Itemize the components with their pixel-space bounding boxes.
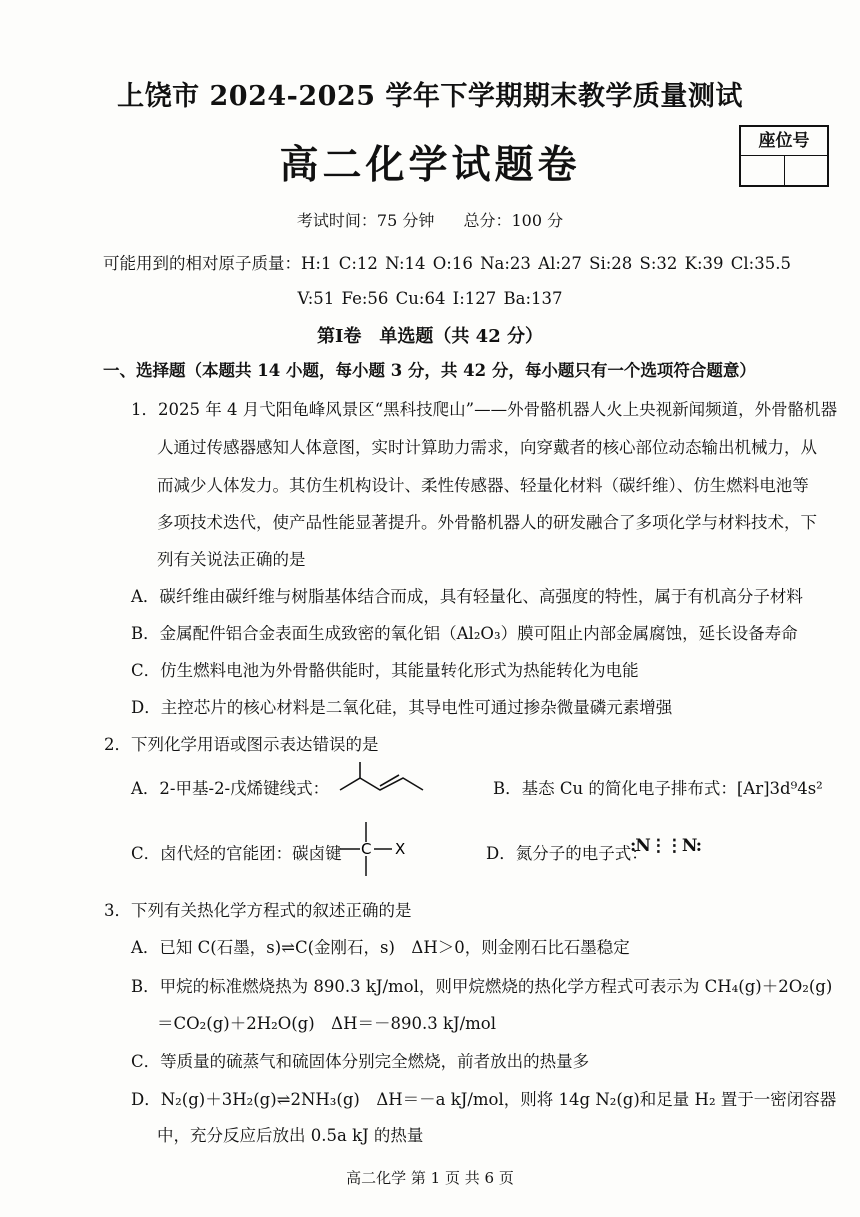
exam-title: 上饶市 2024-2025 学年下学期期末教学质量测试 (117, 81, 743, 112)
q2-option-d: D．氮分子的电子式： (486, 844, 648, 863)
q3-option-c: C．等质量的硫蒸气和硫固体分别完全燃烧，前者放出的热量多 (131, 1052, 590, 1071)
q2-stem: 2．下列化学用语或图示表达错误的是 (104, 735, 379, 754)
seat-number-label: 座位号 (741, 127, 827, 156)
q1-option-b: B．金属配件铝合金表面生成致密的氧化铝（Al₂O₃）膜可阻止内部金属腐蚀，延长设备寿命 (131, 624, 798, 643)
q1-option-d: D．主控芯片的核心材料是二氧化硅，其导电性可通过掺杂微量磷元素增强 (131, 698, 673, 717)
q3-option-b-line-2: ＝CO₂(g)＋2H₂O(g) ΔH＝－890.3 kJ/mol (157, 1014, 496, 1033)
skeletal-formula-2-methyl-2-pentene (325, 760, 435, 800)
exam-score: 总分：100 分 (463, 211, 564, 230)
section-title: 一、选择题（本题共 14 小题，每小题 3 分，共 42 分，每小题只有一个选项符合题意） (103, 361, 756, 380)
seat-number-cell-1 (741, 155, 785, 185)
q3-option-b-line-1: B．甲烷的标准燃烧热为 890.3 kJ/mol，则甲烷燃烧的热化学方程式可表示为 CH₄(g)＋2O₂(g) (131, 977, 833, 996)
q1-line-4: 多项技术迭代，使产品性能显著提升。外骨骼机器人的研发融合了多项化学与材料技术，下 (157, 513, 817, 532)
q1-line-1: 1．2025 年 4 月弋阳龟峰风景区“黑科技爬山”——外骨骼机器人火上央视新闻频道，外骨骼机器 (131, 400, 838, 419)
atomic-mass-line-2: V:51 Fe:56 Cu:64 I:127 Ba:137 (297, 289, 563, 308)
q3-option-d-line-1: D．N₂(g)＋3H₂(g)⇌2NH₃(g) ΔH＝－a kJ/mol，则将 14g N₂(g)和足量 H₂ 置于一密闭容器 (131, 1090, 837, 1109)
q3-option-d-line-2: 中，充分反应后放出 0.5a kJ 的热量 (157, 1126, 424, 1145)
seat-number-box (739, 125, 829, 187)
q1-line-2: 人通过传感器感知人体意图，实时计算助力需求，向穿戴者的核心部位动态输出机械力，从 (157, 438, 817, 457)
atomic-mass-line-1: 可能用到的相对原子质量：H:1 C:12 N:14 O:16 Na:23 Al:27 Si:28 S:32 K:39 Cl:35.5 (103, 254, 791, 273)
carbon-atom-symbol: C (361, 840, 372, 858)
q1-option-a: A．碳纤维由碳纤维与树脂基体结合而成，具有轻量化、高强度的特性，属于有机高分子材料 (131, 587, 803, 606)
q3-stem: 3．下列有关热化学方程式的叙述正确的是 (104, 901, 412, 920)
nitrogen-electron-formula: :N⋮⋮N: (630, 836, 702, 856)
q2-option-b: B．基态 Cu 的简化电子排布式：[Ar]3d⁹4s² (493, 779, 823, 798)
carbon-halogen-bond-structure (340, 818, 430, 878)
exam-subtitle: 高二化学试题卷 (279, 142, 581, 188)
q1-line-5: 列有关说法正确的是 (157, 550, 306, 569)
exam-info (0, 208, 860, 231)
q1-option-c: C．仿生燃料电池为外骨骼供能时，其能量转化形式为热能转化为电能 (131, 661, 639, 680)
halogen-symbol: X (395, 840, 406, 858)
q1-line-3: 而减少人体发力。其仿生机构设计、柔性传感器、轻量化材料（碳纤维）、仿生燃料电池等 (157, 476, 809, 495)
volume-title: 第Ⅰ卷 单选题（共 42 分） (316, 326, 543, 347)
q2-option-c: C．卤代烃的官能团：碳卤键 (131, 844, 342, 863)
page-footer: 高二化学 第 1 页 共 6 页 (346, 1169, 514, 1187)
seat-number-cell-2 (785, 155, 828, 185)
q2-option-a: A．2-甲基-2-戊烯键线式： (131, 779, 330, 798)
exam-time: 考试时间：75 分钟 (296, 211, 435, 230)
q3-option-a: A．已知 C(石墨，s)⇌C(金刚石，s) ΔH＞0，则金刚石比石墨稳定 (131, 938, 630, 957)
